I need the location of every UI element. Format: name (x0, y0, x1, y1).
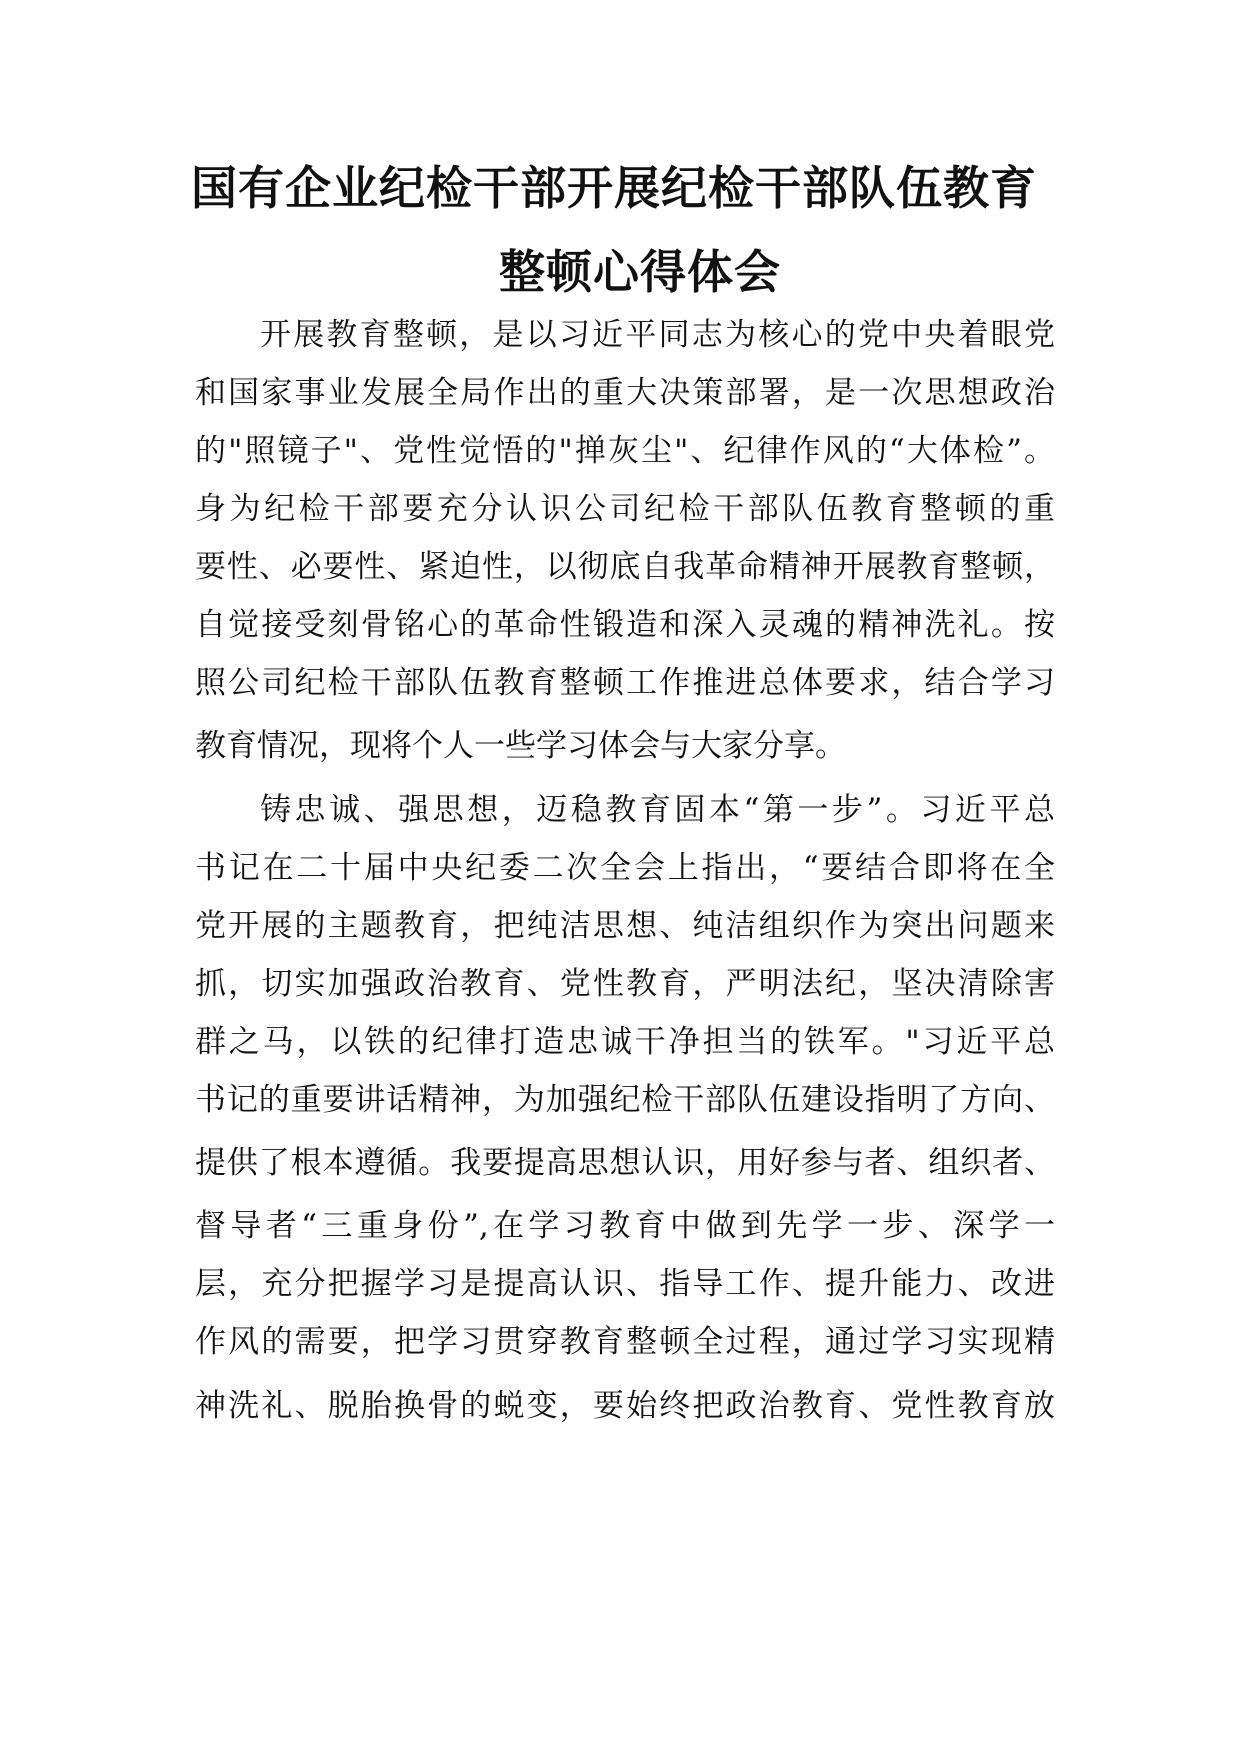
paragraph-line: 要性、必要性、紧迫性，以彻底自我革命精神开展教育整顿， (195, 549, 1055, 585)
document-title-line-1: 国有企业纪检干部开展纪检干部队伍教育 (191, 161, 1037, 215)
paragraph-line: 自觉接受刻骨铭心的革命性锻造和深入灵魂的精神洗礼。按 (195, 607, 1055, 643)
paragraph-line: 书记的重要讲话精神，为加强纪检干部队伍建设指明了方向、 (195, 1082, 1055, 1118)
paragraph-line: 开展教育整顿，是以习近平同志为核心的党中央着眼党 (260, 317, 1055, 353)
paragraph-line: 提供了根本遵循。我要提高思想认识，用好参与者、组织者、 (195, 1145, 1055, 1181)
paragraph-line: 抓，切实加强政治教育、党性教育，严明法纪，坚决清除害 (195, 966, 1055, 1002)
paragraph-line: 教育情况，现将个人一些学习体会与大家分享。 (195, 728, 846, 764)
document-title-line-2: 整顿心得体会 (499, 245, 781, 299)
paragraph-line: 铸忠诚、强思想，迈稳教育固本“第一步”。习近平总 (260, 792, 1055, 828)
paragraph-line: 照公司纪检干部队伍教育整顿工作推进总体要求，结合学习 (195, 665, 1055, 701)
paragraph-line: 群之马，以铁的纪律打造忠诚干净担当的铁军。"习近平总 (195, 1024, 1055, 1060)
paragraph-line: 书记在二十届中央纪委二次全会上指出，“要结合即将在全 (195, 850, 1055, 886)
paragraph-line: 督导者“三重身份”,在学习教育中做到先学一步、深学一 (195, 1208, 1055, 1244)
paragraph-line: 层，充分把握学习是提高认识、指导工作、提升能力、改进 (195, 1266, 1055, 1302)
paragraph-line: 作风的需要，把学习贯穿教育整顿全过程，通过学习实现精 (195, 1324, 1055, 1360)
paragraph-line: 党开展的主题教育，把纯洁思想、纯洁组织作为突出问题来 (195, 908, 1055, 944)
paragraph-line: 神洗礼、脱胎换骨的蜕变，要始终把政治教育、党性教育放 (195, 1388, 1055, 1424)
paragraph-line: 身为纪检干部要充分认识公司纪检干部队伍教育整顿的重 (195, 491, 1055, 527)
paragraph-line: 和国家事业发展全局作出的重大决策部署，是一次思想政治 (195, 375, 1055, 411)
paragraph-line: 的"照镜子"、党性觉悟的"掸灰尘"、纪律作风的“大体检”。 (195, 433, 1055, 469)
